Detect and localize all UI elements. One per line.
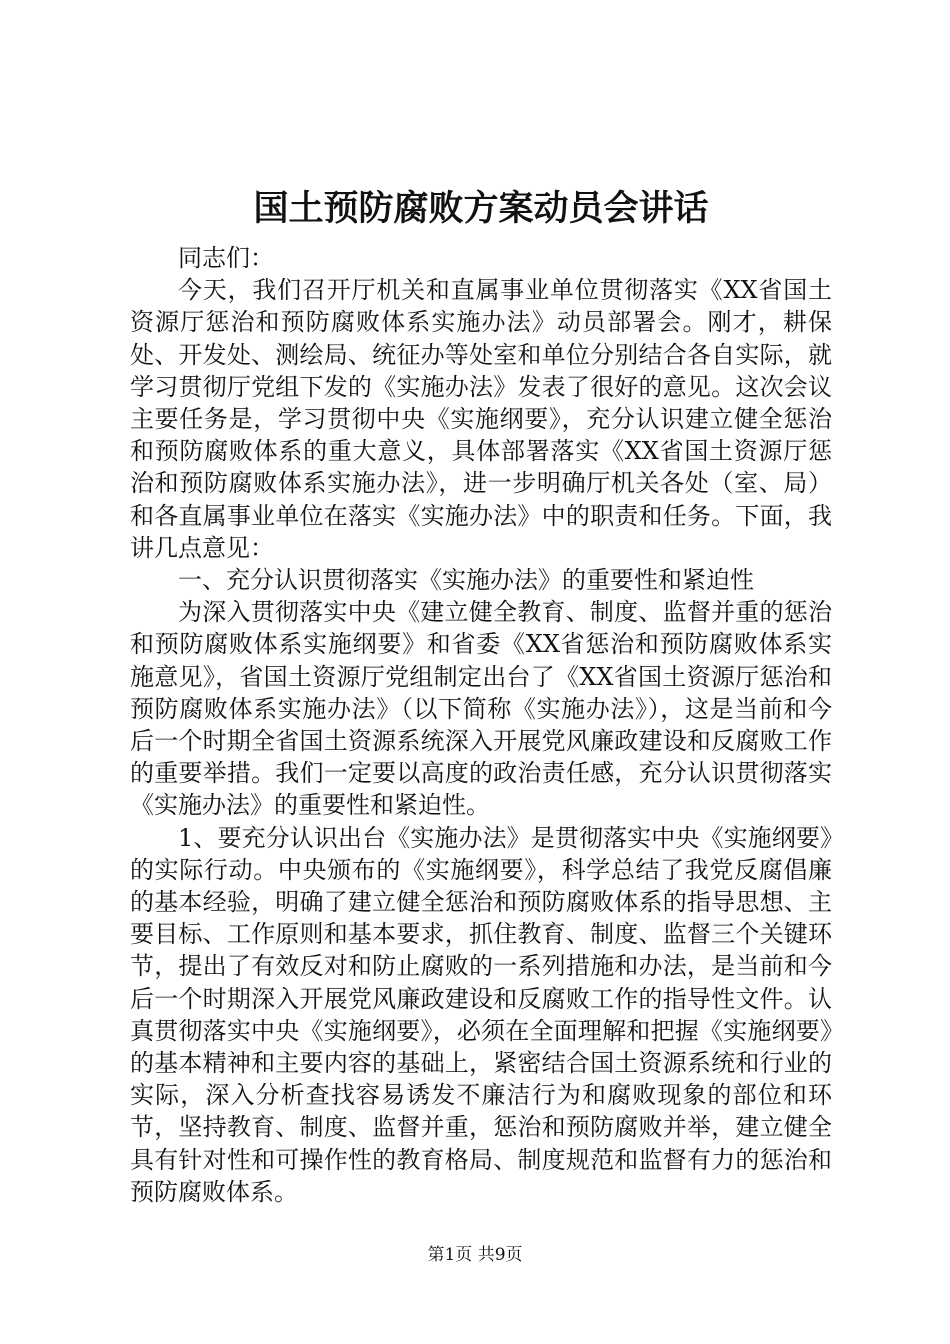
document-title: 国土预防腐败方案动员会讲话 xyxy=(253,188,709,229)
document-page xyxy=(130,182,832,1208)
page-number-footer: 第1页 共9页 xyxy=(427,1245,523,1265)
section-heading: 一、充分认识贯彻落实《实施办法》的重要性和紧迫性 xyxy=(178,566,754,595)
body-paragraph: 1、要充分认识出台《实施办法》是贯彻落实中央《实施纲要》的实际行动。中央颁布的《实施纲要》，科学总结了我党反腐倡廉的基本经验，明确了建立健全惩治和预防腐败体系的指导思想、主要目标、工作原则和基本要求，抓住教育、制度、监督三个关键环节，提出了有效反对和防止腐败的一系列措施和办法，是当前和今后一个时期深入开展党风廉政建设和反腐败工作的指导性文件。认真贯彻落实中央《实施纲要》，必须在全面理解和把握《实施纲要》的基本精神和主要内容的基础上，紧密结合国土资源系统和行业的实际，深入分析查找容易诱发不廉洁行为和腐败现象的部位和环节，坚持教育、制度、监督并重，惩治和预防腐败并举，建立健全具有针对性和可操作性的教育格局、制度规范和监督有力的惩治和预防腐败体系。 xyxy=(130,823,832,1206)
body-paragraph: 为深入贯彻落实中央《建立健全教育、制度、监督并重的惩治和预防腐败体系实施纲要》和省委《XX省惩治和预防腐败体系实施意见》，省国土资源厅党组制定出台了《XX省国土资源厅惩治和预防腐败体系实施办法》（以下简称《实施办法》），这是当前和今后一个时期全省国土资源系统深入开展党风廉政建设和反腐败工作的重要举措。我们一定要以高度的政治责任感，充分认识贯彻落实《实施办法》的重要性和紧迫性。 xyxy=(130,598,832,820)
salutation: 同志们： xyxy=(178,244,274,272)
body-paragraph: 今天，我们召开厅机关和直属事业单位贯彻落实《XX省国土资源厅惩治和预防腐败体系实施办法》动员部署会。刚才，耕保处、开发处、测绘局、统征办等处室和单位分别结合各自实际，就学习贯彻厅党组下发的《实施办法》发表了很好的意见。这次会议主要任务是，学习贯彻中央《实施纲要》，充分认识建立健全惩治和预防腐败体系的重大意义，具体部署落实《XX省国土资源厅惩治和预防腐败体系实施办法》，进一步明确厅机关各处（室、局）和各直属事业单位在落实《实施办法》中的职责和任务。下面，我讲几点意见： xyxy=(130,276,832,562)
